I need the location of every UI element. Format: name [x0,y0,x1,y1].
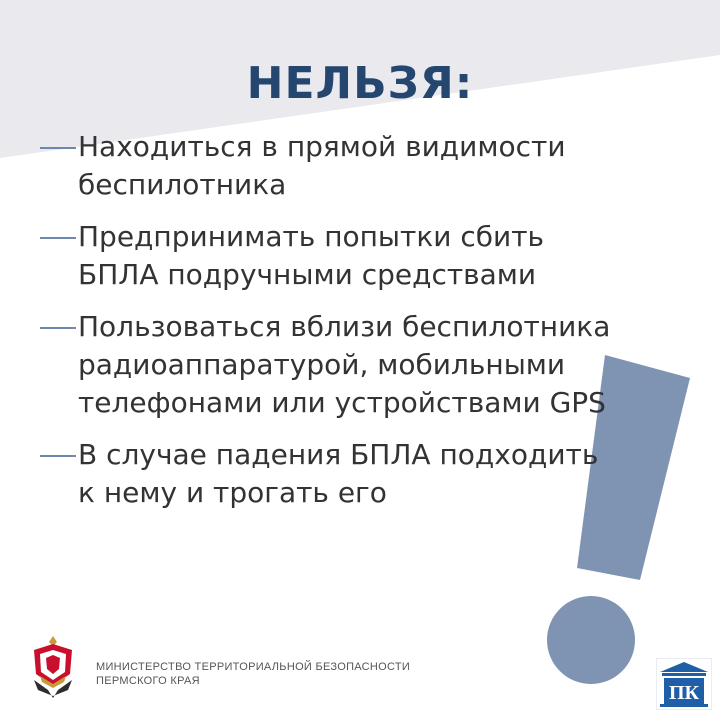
list-item [40,436,700,512]
pk-logo-icon [656,658,712,710]
dash-icon [40,327,76,329]
list-item-text: Находиться в прямой видимости беспилотника [78,130,566,201]
dash-icon [40,237,76,239]
list-item-text: Предпринимать попытки сбить БПЛА подручными средствами [78,220,545,291]
dash-icon [40,147,76,149]
list-item [40,308,700,422]
footer [30,636,700,706]
list-item [40,218,700,294]
page-title: НЕЛЬЗЯ: [246,58,474,109]
dash-icon [40,455,76,457]
prohibition-list [40,128,700,526]
list-item-text: В случае падения БПЛА подходить к нему и трогать его [78,438,599,509]
ministry-name: МИНИСТЕРСТВО ТЕРРИТОРИАЛЬНОЙ БЕЗОПАСНОСТИ ПЕРМСКОГО КРАЯ [96,661,411,687]
pk-logo-letters: ПК [668,682,700,704]
list-item-text: Пользоваться вблизи беспилотника радиоаппаратурой, мобильными телефонами или устройствами GPS [78,310,611,419]
list-item [40,128,700,204]
ministry-emblem-icon [30,636,76,698]
